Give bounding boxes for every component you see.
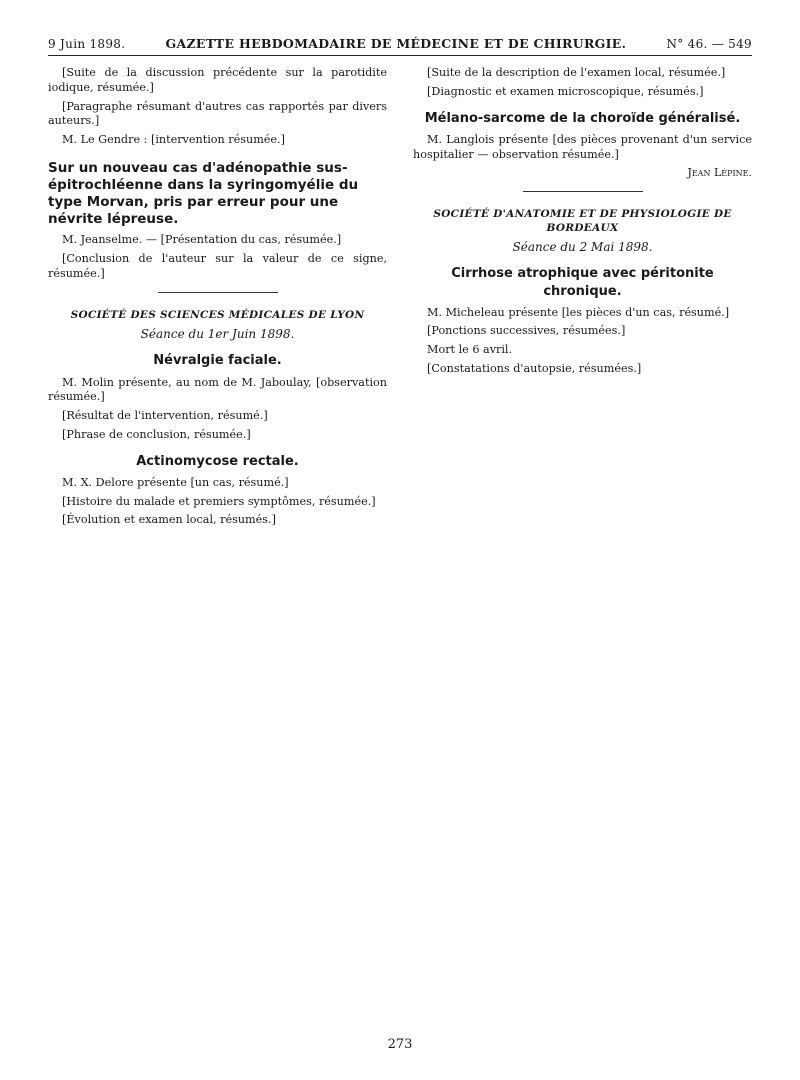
- article-title: Actinomycose rectale.: [136, 453, 299, 469]
- divider: [523, 191, 643, 192]
- paragraph: M. Micheleau présente [les pièces d'un cas, résumé.]: [427, 305, 730, 319]
- paragraph: [Diagnostic et examen microscopique, résumés.]: [427, 84, 704, 98]
- session-date: Séance du 2 Mai 1898.: [512, 239, 653, 254]
- paragraph: [Résultat de l'intervention, résumé.]: [62, 409, 268, 423]
- society-heading: SOCIÉTÉ DES SCIENCES MÉDICALES DE LYON: [70, 308, 365, 321]
- article-title: Mélano-sarcome de la choroïde généralisé.: [424, 110, 741, 126]
- author-signature: Jean Lépine.: [687, 166, 752, 180]
- paragraph: [Constatations d'autopsie, résumées.]: [427, 362, 642, 375]
- header-journal-title: GAZETTE HEBDOMADAIRE DE MÉDECINE ET DE CHIRURGIE.: [165, 36, 627, 51]
- paragraph: M. Jeanselme. — [Présentation du cas, résumée.]: [62, 233, 342, 247]
- paragraph: [Suite de la description de l'examen local, résumée.]: [427, 66, 726, 79]
- header-issue: N° 46. — 549: [666, 37, 752, 51]
- paragraph: M. Molin présente, au nom de M. Jaboulay, [observation résumée.]: [48, 375, 387, 404]
- paragraph: [Ponctions successives, résumées.]: [427, 324, 626, 338]
- paragraph: M. Langlois présente [des pièces provenant d'un service hospitalier — observation résumée.]: [413, 132, 752, 161]
- divider: [158, 292, 278, 293]
- paragraph: Mort le 6 avril.: [427, 343, 513, 357]
- article-title: Sur un nouveau cas d'adénopathie sus-épitrochléenne dans la syringomyélie du type Morvan, pris par erreur pour une névrite lépreuse.: [48, 159, 359, 227]
- paragraph: [Histoire du malade et premiers symptômes, résumée.]: [62, 494, 376, 508]
- society-heading: SOCIÉTÉ D'ANATOMIE ET DE PHYSIOLOGIE DE BORDEAUX: [433, 207, 732, 234]
- session-date: Séance du 1er Juin 1898.: [140, 326, 295, 341]
- paragraph: M. Le Gendre : [intervention résumée.]: [62, 133, 285, 147]
- header-date: 9 Juin 1898.: [48, 37, 126, 51]
- article-title: Névralgie faciale.: [153, 353, 282, 369]
- columns: [48, 66, 752, 532]
- paragraph: [Évolution et examen local, résumés.]: [62, 513, 276, 527]
- page-number: 273: [387, 1037, 413, 1052]
- right-column: [413, 66, 752, 532]
- paragraph: [Conclusion de l'auteur sur la valeur de ce signe, résumée.]: [48, 252, 387, 280]
- running-head: [48, 36, 752, 56]
- paragraph: [Suite de la discussion précédente sur la parotidite iodique, résumée.]: [48, 66, 387, 94]
- left-column: [48, 66, 387, 532]
- paragraph: [Phrase de conclusion, résumée.]: [62, 427, 251, 441]
- paragraph: M. X. Delore présente [un cas, résumé.]: [62, 475, 289, 489]
- article-title: Cirrhose atrophique avec péritonite chronique.: [451, 266, 714, 299]
- paragraph: [Paragraphe résumant d'autres cas rapportés par divers auteurs.]: [48, 99, 387, 128]
